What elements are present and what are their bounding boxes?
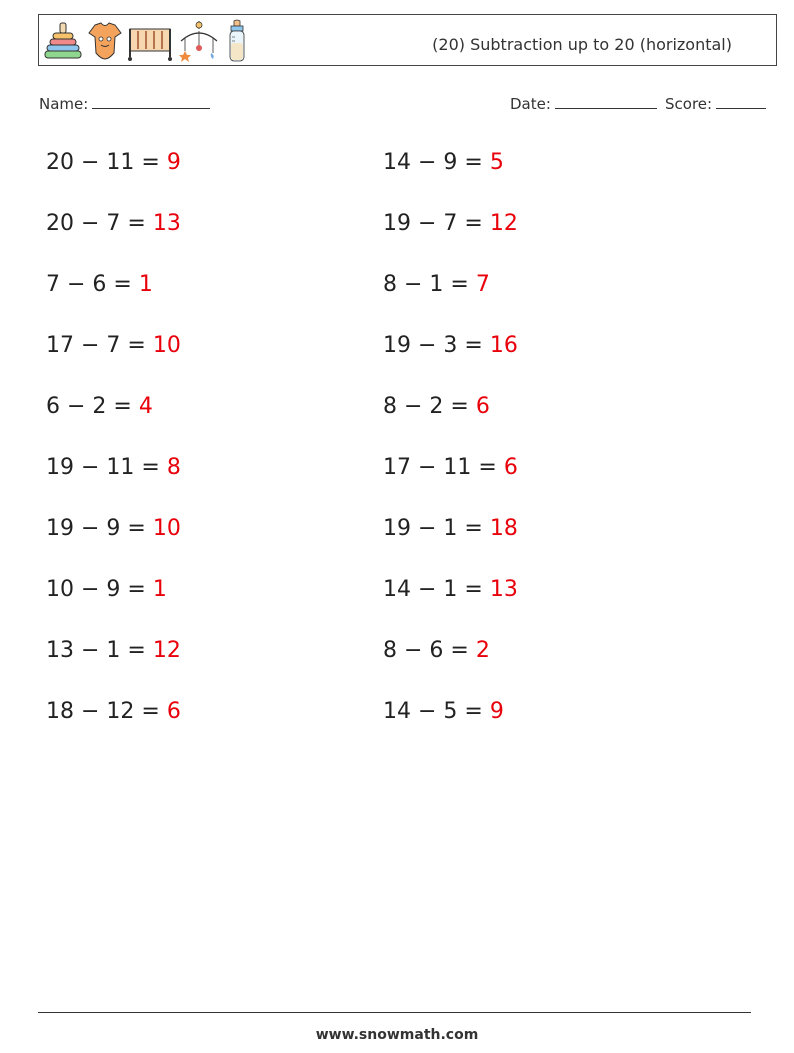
problem-answer: 1 [138,272,153,297]
problem-item [46,142,383,203]
problem-item [46,630,383,691]
date-line[interactable] [555,94,657,109]
problem-item [383,691,720,752]
problem-item [46,325,383,386]
header-icons [43,19,249,63]
problem-question: 19 − 11 = [46,455,160,480]
problem-item [46,508,383,569]
problem-answer: 8 [166,455,181,480]
name-line[interactable] [92,94,210,109]
problem-item [383,447,720,508]
problem-question: 17 − 7 = [46,333,146,358]
problem-question: 6 − 2 = [46,394,132,419]
problem-answer: 10 [152,516,181,541]
problem-item [46,569,383,630]
problem-answer: 12 [152,638,181,663]
problem-answer: 6 [166,699,181,724]
problem-item [383,203,720,264]
problem-answer: 6 [503,455,518,480]
problem-question: 14 − 1 = [383,577,483,602]
problem-question: 19 − 9 = [46,516,146,541]
name-field[interactable] [39,94,210,113]
score-label: Score: [665,95,713,113]
problem-answer: 10 [152,333,181,358]
problem-item [46,691,383,752]
date-label: Date: [510,95,551,113]
name-label: Name: [39,95,89,113]
baby-onesie-icon [87,19,123,63]
problem-question: 19 − 1 = [383,516,483,541]
crib-icon [127,19,173,63]
problem-question: 14 − 9 = [383,150,483,175]
problem-answer: 9 [489,699,504,724]
stacking-rings-icon [43,19,83,63]
problem-question: 14 − 5 = [383,699,483,724]
problem-answer: 12 [489,211,518,236]
problem-question: 20 − 11 = [46,150,160,175]
problem-item [383,325,720,386]
baby-bottle-icon [225,19,249,63]
problem-answer: 13 [152,211,181,236]
footer-site[interactable]: www.snowmath.com [315,1027,479,1043]
footer-divider [38,1012,751,1013]
problem-question: 19 − 7 = [383,211,483,236]
problem-answer: 4 [138,394,153,419]
worksheet-title: (20) Subtraction up to 20 (horizontal) [432,35,732,54]
problem-question: 19 − 3 = [383,333,483,358]
problem-item [383,142,720,203]
problem-answer: 2 [475,638,490,663]
problem-question: 20 − 7 = [46,211,146,236]
problem-question: 10 − 9 = [46,577,146,602]
baby-mobile-icon [177,19,221,63]
problem-item [383,386,720,447]
problem-question: 8 − 2 = [383,394,469,419]
problem-question: 8 − 6 = [383,638,469,663]
problem-item [383,264,720,325]
problem-item [383,508,720,569]
problem-question: 7 − 6 = [46,272,132,297]
problem-answer: 13 [489,577,518,602]
problem-question: 13 − 1 = [46,638,146,663]
problem-answer: 18 [489,516,518,541]
problem-item [383,630,720,691]
problem-question: 18 − 12 = [46,699,160,724]
problem-item [383,569,720,630]
problem-answer: 1 [152,577,167,602]
score-line[interactable] [716,94,766,109]
date-field[interactable] [510,94,657,113]
problem-answer: 16 [489,333,518,358]
problem-item [46,447,383,508]
problem-answer: 9 [166,150,181,175]
problem-answer: 7 [475,272,490,297]
problem-answer: 5 [489,150,504,175]
problem-question: 17 − 11 = [383,455,497,480]
problem-question: 8 − 1 = [383,272,469,297]
problem-item [46,203,383,264]
problem-grid [46,142,746,752]
problem-item [46,264,383,325]
worksheet-header [38,14,777,66]
problem-item [46,386,383,447]
score-field[interactable] [665,94,766,113]
problem-answer: 6 [475,394,490,419]
